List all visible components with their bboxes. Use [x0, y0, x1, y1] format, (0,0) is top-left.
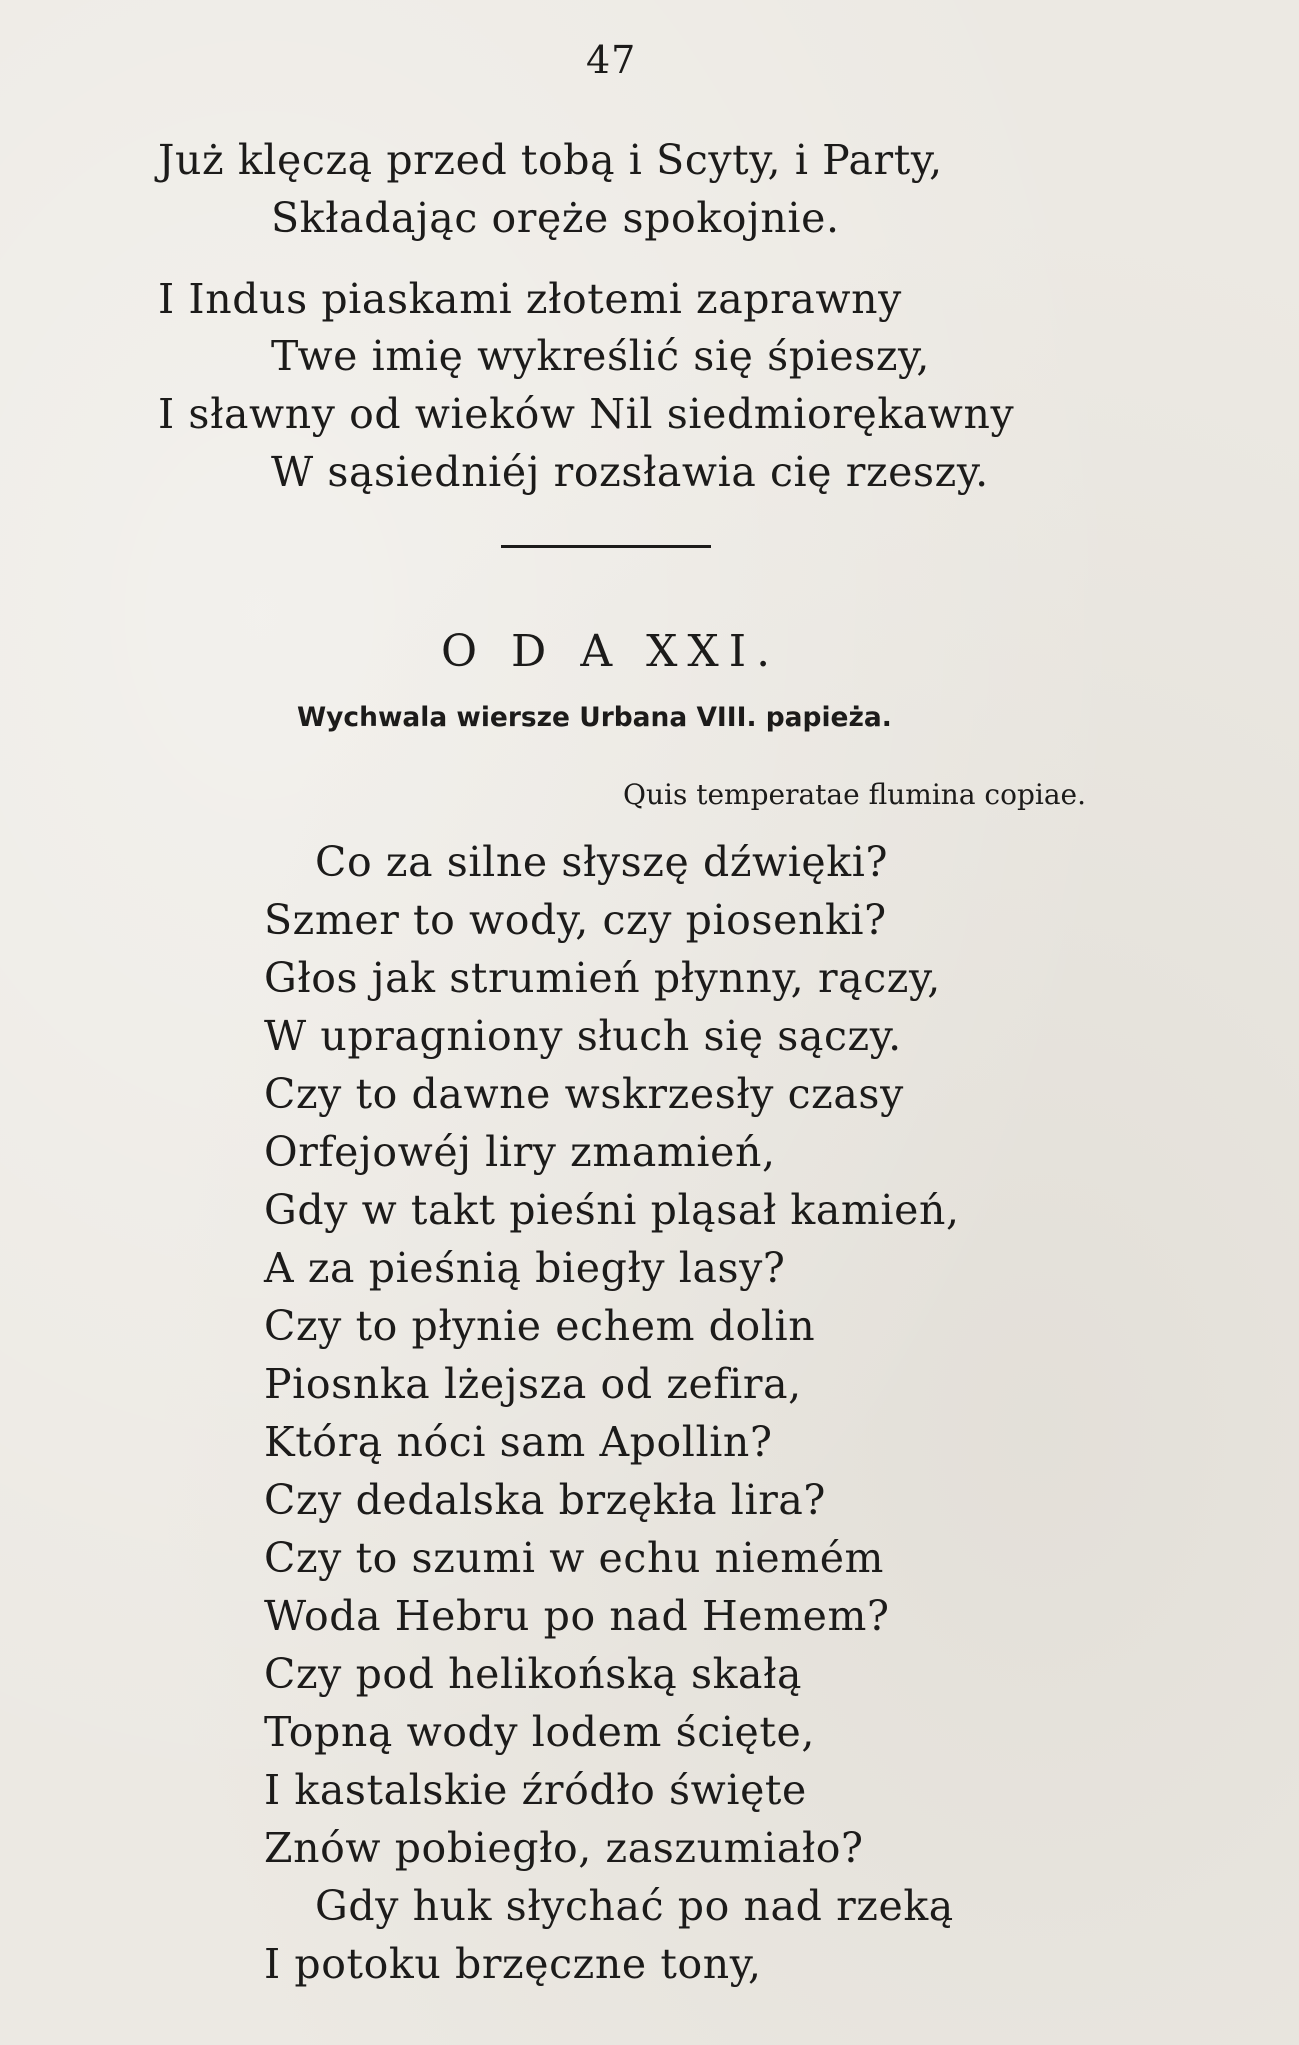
poem-line: Czy pod helikońską skałą [264, 1650, 803, 1698]
ode-subtitle: Wychwala wiersze Urbana VIII. papieża. [297, 702, 892, 733]
epigraph: Quis temperatae flumina copiae. [623, 778, 1086, 811]
poem-line: I potoku brzęczne tony, [264, 1940, 762, 1988]
poem-line: Czy to dawne wskrzesły czasy [264, 1070, 904, 1118]
poem-line: Gdy w takt pieśni pląsał kamień, [264, 1186, 960, 1234]
section-divider [501, 545, 711, 548]
poem-line: Znów pobiegło, zaszumiało? [264, 1824, 864, 1872]
poem-line: Którą nóci sam Apollin? [264, 1418, 773, 1466]
poem-line: Głos jak strumień płynny, rączy, [264, 954, 941, 1002]
poem-line: I kastalskie źródło święte [264, 1766, 807, 1814]
poem-line: Gdy huk słychać po nad rzeką [315, 1882, 954, 1930]
stanza-line: Już klęczą przed tobą i Scyty, i Party, [158, 136, 943, 184]
ode-title: O D A XXI. [441, 626, 781, 677]
stanza-line: W sąsiedniéj rozsławia cię rzeszy. [271, 448, 989, 496]
poem-line: Woda Hebru po nad Hemem? [264, 1592, 890, 1640]
poem-line: Czy dedalska brzękła lira? [264, 1476, 827, 1524]
poem-line: A za pieśnią biegły lasy? [264, 1244, 786, 1292]
poem-line: Czy to płynie echem dolin [264, 1302, 816, 1350]
poem-line: Orfejowéj liry zmamień, [264, 1128, 776, 1176]
poem-line: Co za silne słyszę dźwięki? [315, 838, 889, 886]
poem-line: Szmer to wody, czy piosenki? [264, 896, 887, 944]
stanza-line: I Indus piaskami złotemi zaprawny [158, 275, 902, 323]
poem-line: W upragniony słuch się sączy. [264, 1012, 902, 1060]
page-number: 47 [586, 38, 637, 82]
poem-line: Piosnka lżejsza od zefira, [264, 1360, 802, 1408]
stanza-line: Twe imię wykreślić się śpieszy, [271, 332, 931, 380]
stanza-line: Składając oręże spokojnie. [271, 194, 840, 242]
poem-line: Topną wody lodem ścięte, [264, 1708, 815, 1756]
stanza-line: I sławny od wieków Nil siedmiorękawny [158, 390, 1015, 438]
poem-line: Czy to szumi w echu niemém [264, 1534, 885, 1582]
